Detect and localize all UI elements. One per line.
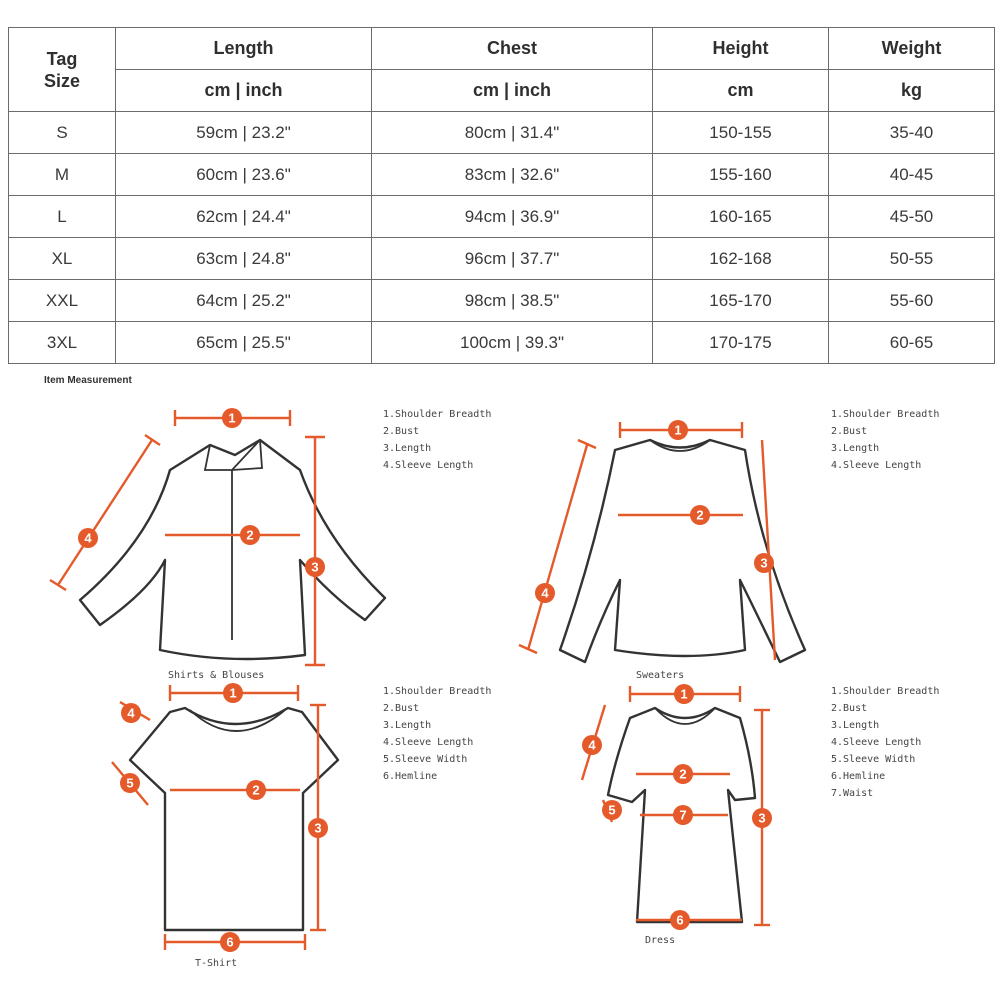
cell-height: 150-155 (653, 112, 829, 154)
badge (602, 800, 622, 820)
shirts-legend (383, 406, 491, 474)
badge-number: 3 (314, 820, 322, 836)
shirts-caption: Shirts & Blouses (168, 670, 265, 681)
cell-length: 63cm | 24.8" (116, 238, 372, 280)
badge-number: 4 (127, 705, 135, 721)
legend-item: 5.Sleeve Width (383, 754, 468, 765)
badge (670, 910, 690, 930)
badge (223, 683, 243, 703)
badge-number: 4 (588, 737, 596, 753)
badge (305, 557, 325, 577)
cell-height: 170-175 (653, 322, 829, 364)
tshirt-diagram (112, 683, 338, 952)
cell-weight: 45-50 (829, 196, 995, 238)
legend-item: 4.Sleeve Length (831, 460, 922, 471)
cell-length: 62cm | 24.4" (116, 196, 372, 238)
badge (690, 505, 710, 525)
legend-item: 1.Shoulder Breadth (383, 686, 492, 697)
cell-height: 155-160 (653, 154, 829, 196)
badge (308, 818, 328, 838)
badge-number: 4 (541, 585, 549, 601)
legend-item: 1.Shoulder Breadth (831, 409, 940, 420)
cell-length: 59cm | 23.2" (116, 112, 372, 154)
cell-size: XL (9, 238, 116, 280)
shirt-diagram (50, 408, 385, 665)
badge-number: 2 (696, 507, 704, 523)
header-tag-label: Tag (46, 48, 78, 69)
badge-number: 6 (226, 934, 234, 950)
badge-number: 2 (679, 766, 687, 782)
cell-weight: 50-55 (829, 238, 995, 280)
badge (246, 780, 266, 800)
cell-height: 162-168 (653, 238, 829, 280)
badge-number: 5 (608, 802, 616, 818)
cell-chest: 83cm | 32.6" (372, 154, 653, 196)
badge-number: 2 (252, 782, 260, 798)
legend-item: 3.Length (831, 443, 880, 454)
badge (121, 703, 141, 723)
cell-size: 3XL (9, 322, 116, 364)
sweaters-caption: Sweaters (636, 670, 685, 681)
cell-size: S (9, 112, 116, 154)
legend-item: 2.Bust (383, 426, 420, 437)
legend-item: 4.Sleeve Length (383, 460, 474, 471)
cell-size: L (9, 196, 116, 238)
dress-caption: Dress (645, 935, 676, 946)
cell-size: M (9, 154, 116, 196)
legend-item: 1.Shoulder Breadth (383, 409, 492, 420)
badge-number: 1 (680, 686, 688, 702)
legend-item: 6.Hemline (383, 771, 438, 782)
shirt-sleeve-tick-bottom (50, 580, 66, 590)
legend-item: 3.Length (383, 443, 432, 454)
badge (220, 932, 240, 952)
badge (535, 583, 555, 603)
legend-item: 6.Hemline (831, 771, 886, 782)
cell-size: XXL (9, 280, 116, 322)
legend-item: 4.Sleeve Length (831, 737, 922, 748)
tshirt-outline (130, 708, 338, 930)
badge-number: 7 (679, 807, 687, 823)
badge (120, 773, 140, 793)
badge-number: 4 (84, 530, 92, 546)
cell-length: 64cm | 25.2" (116, 280, 372, 322)
tshirt-caption: T-Shirt (195, 958, 238, 969)
badge (673, 764, 693, 784)
header-height: Height (653, 28, 829, 70)
badge-number: 1 (229, 685, 237, 701)
header-size-label: Size (43, 70, 81, 91)
badge-number: 2 (246, 527, 254, 543)
legend-item: 1.Shoulder Breadth (831, 686, 940, 697)
dress-diagram (582, 684, 772, 930)
legend-item: 7.Waist (831, 788, 874, 799)
badge (674, 684, 694, 704)
cell-chest: 80cm | 31.4" (372, 112, 653, 154)
unit-chest: cm | inch (372, 70, 653, 112)
cell-chest: 100cm | 39.3" (372, 322, 653, 364)
badge (673, 805, 693, 825)
cell-weight: 35-40 (829, 112, 995, 154)
unit-height: cm (653, 70, 829, 112)
badge-number: 1 (228, 410, 236, 426)
legend-item: 2.Bust (831, 426, 868, 437)
cell-weight: 60-65 (829, 322, 995, 364)
cell-chest: 98cm | 38.5" (372, 280, 653, 322)
item-measurement-title: Item Measurement (44, 375, 132, 386)
badge (582, 735, 602, 755)
badge (78, 528, 98, 548)
unit-length: cm | inch (116, 70, 372, 112)
cell-weight: 55-60 (829, 280, 995, 322)
legend-item: 2.Bust (383, 703, 420, 714)
badge (240, 525, 260, 545)
legend-item: 4.Sleeve Length (383, 737, 474, 748)
dress-legend (831, 683, 939, 802)
badge-number: 6 (676, 912, 684, 928)
badge (222, 408, 242, 428)
badge (668, 420, 688, 440)
badge-number: 5 (126, 775, 134, 791)
sweaters-legend (831, 406, 939, 474)
shirt-sleeve-tick-top (145, 435, 160, 445)
badge-number: 1 (674, 422, 682, 438)
badge (754, 553, 774, 573)
cell-height: 165-170 (653, 280, 829, 322)
badge-number: 3 (758, 810, 766, 826)
legend-item: 2.Bust (831, 703, 868, 714)
cell-length: 60cm | 23.6" (116, 154, 372, 196)
cell-weight: 40-45 (829, 154, 995, 196)
cell-chest: 96cm | 37.7" (372, 238, 653, 280)
cell-chest: 94cm | 36.9" (372, 196, 653, 238)
cell-height: 160-165 (653, 196, 829, 238)
legend-item: 3.Length (831, 720, 880, 731)
badge-number: 3 (311, 559, 319, 575)
tshirt-legend (383, 683, 491, 785)
header-chest: Chest (372, 28, 653, 70)
sweater-diagram (519, 420, 805, 662)
badge-number: 3 (760, 555, 768, 571)
legend-item: 3.Length (383, 720, 432, 731)
legend-item: 5.Sleeve Width (831, 754, 916, 765)
badge (752, 808, 772, 828)
header-length: Length (116, 28, 372, 70)
cell-length: 65cm | 25.5" (116, 322, 372, 364)
unit-weight: kg (829, 70, 995, 112)
header-weight: Weight (829, 28, 995, 70)
